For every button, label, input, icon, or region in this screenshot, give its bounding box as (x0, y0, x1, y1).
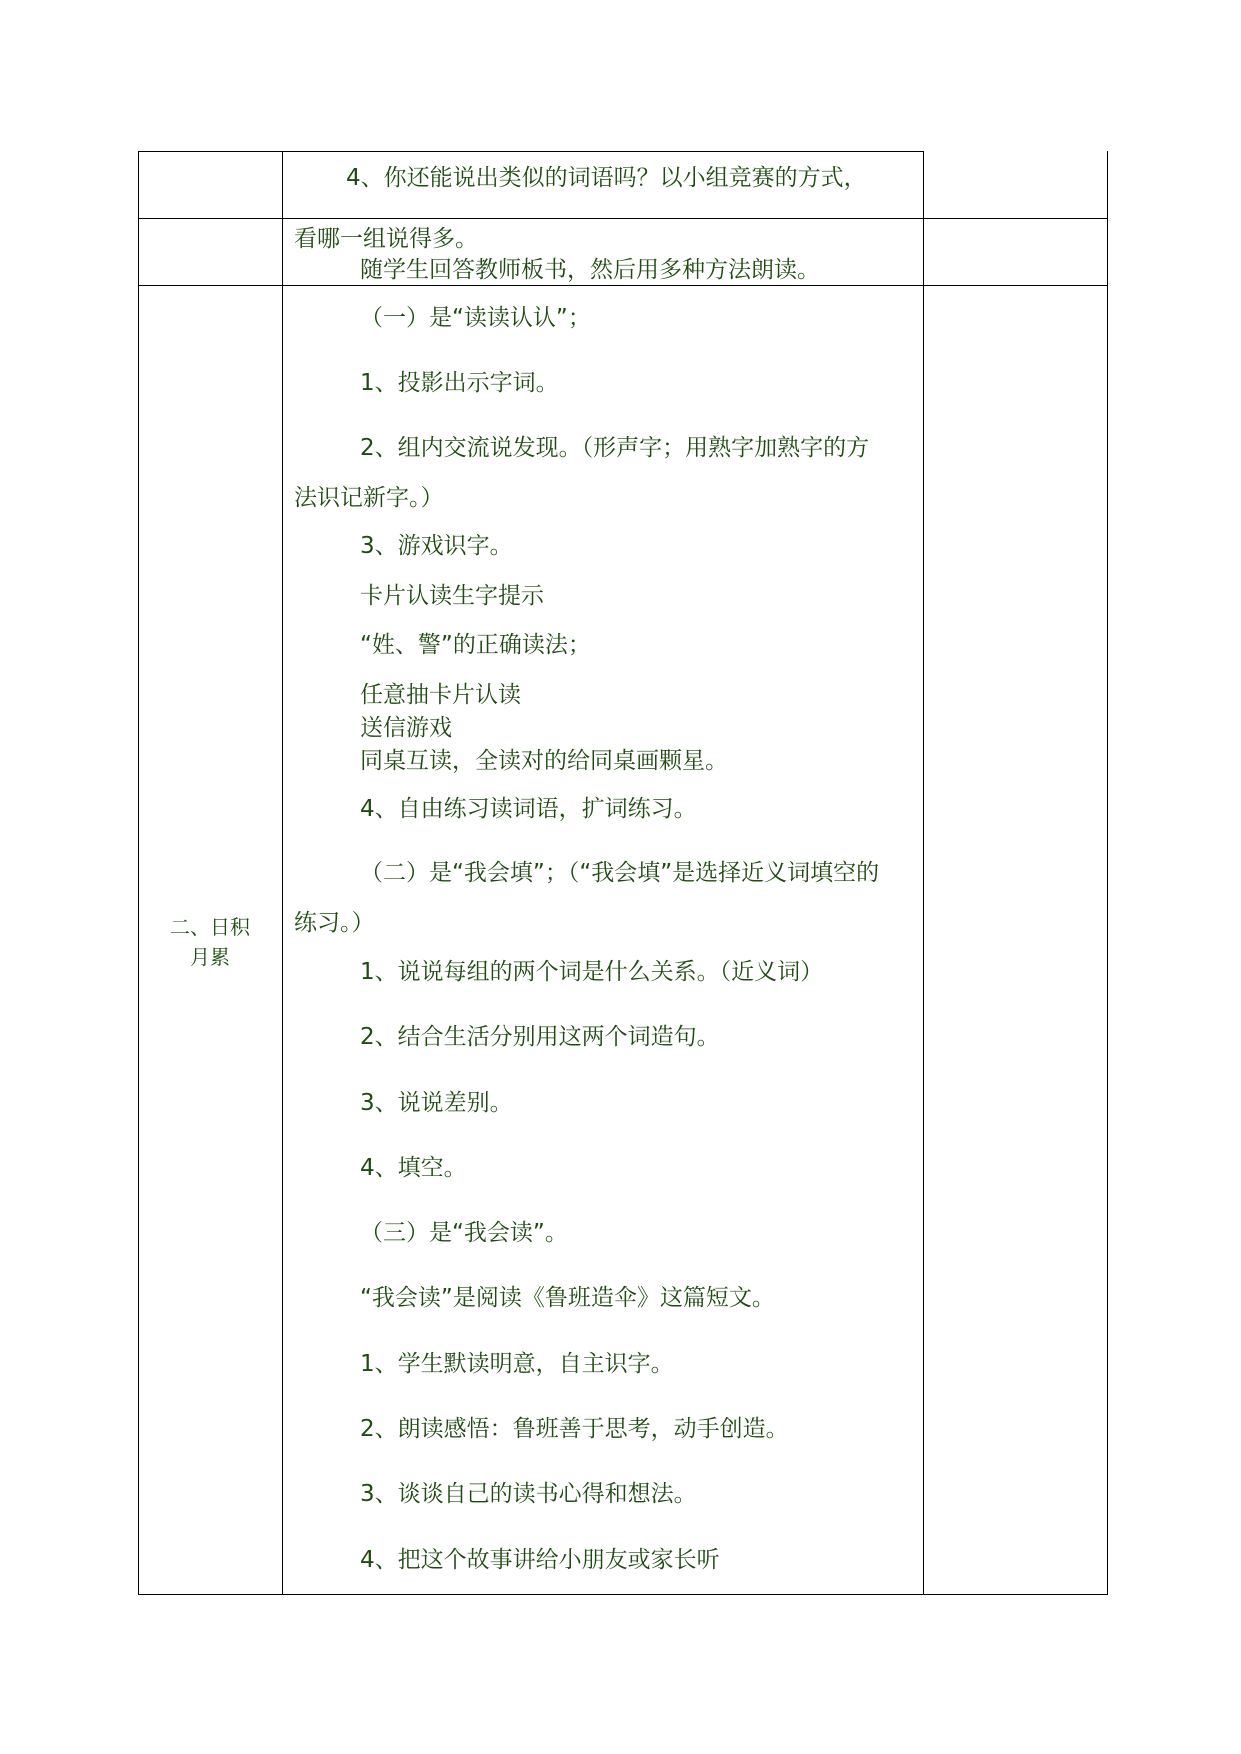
content-line: 练习。） (294, 910, 375, 936)
content-line: （一）是“读读认认”； (360, 305, 591, 331)
table-border-top (138, 151, 923, 152)
row2-line2: 随学生回答教师板书，然后用多种方法朗读。 (360, 257, 820, 283)
content-line: 同桌互读，全读对的给同桌画颗星。 (360, 748, 728, 774)
content-line: 法识记新字。） (294, 485, 444, 511)
content-line: “我会读”是阅读《鲁班造伞》这篇短文。 (360, 1285, 775, 1311)
table-col-divider-1 (282, 151, 283, 1594)
content-line: 4、自由练习读词语，扩词练习。 (360, 796, 697, 822)
section-label-line1: 二、日积 (170, 915, 250, 939)
content-line: （三）是“我会读”。 (360, 1220, 568, 1246)
content-line: 送信游戏 (360, 715, 452, 741)
content-line: 2、结合生活分别用这两个词造句。 (360, 1024, 720, 1050)
content-line: 任意抽卡片认读 (360, 682, 521, 708)
content-line: 2、朗读感悟：鲁班善于思考，动手创造。 (360, 1416, 789, 1442)
table-border-bottom (138, 1594, 1108, 1595)
row2-line1: 看哪一组说得多。 (294, 226, 478, 252)
table-row-divider-2 (138, 285, 1108, 286)
content-line: 3、说说差别。 (360, 1090, 513, 1116)
content-line: 1、学生默读明意，自主识字。 (360, 1351, 674, 1377)
section-label-line2: 月累 (190, 945, 230, 969)
content-line: 1、投影出示字词。 (360, 370, 559, 396)
content-line: （二）是“我会填”；（“我会填”是选择近义词填空的 (360, 860, 880, 886)
content-line: “姓、警”的正确读法； (360, 632, 591, 658)
table-border-left (138, 151, 139, 1594)
table-row-divider-1 (138, 218, 1108, 219)
content-line: 1、说说每组的两个词是什么关系。（近义词） (360, 959, 824, 985)
content-line: 4、把这个故事讲给小朋友或家长听 (360, 1547, 720, 1573)
table-border-right (1107, 151, 1108, 1594)
table-col-divider-2 (923, 151, 924, 1594)
content-line: 3、游戏识字。 (360, 533, 513, 559)
content-line: 卡片认读生字提示 (360, 583, 544, 609)
content-line: 2、组内交流说发现。（形声字；用熟字加熟字的方 (360, 435, 870, 461)
content-line: 4、填空。 (360, 1155, 467, 1181)
row1-line1: 4、你还能说出类似的词语吗？以小组竞赛的方式， (346, 165, 867, 191)
content-line: 3、谈谈自己的读书心得和想法。 (360, 1481, 697, 1507)
